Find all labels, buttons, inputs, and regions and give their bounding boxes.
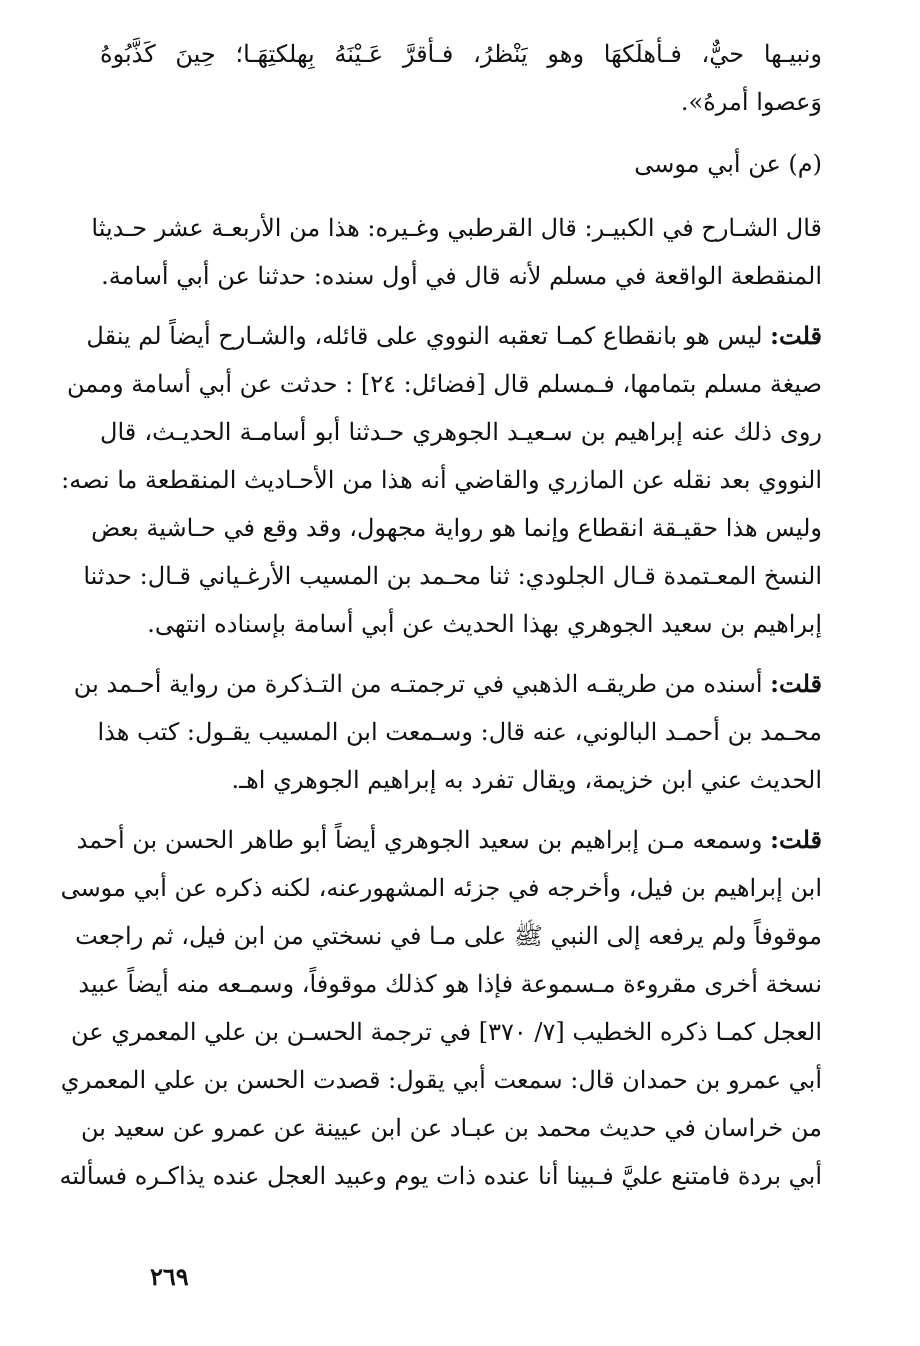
text-line: من خراسان في حديث محمد بن عبـاد عن ابن عيينة عن عمرو عن سعيد بن	[80, 1114, 822, 1142]
text-line: ابن إبراهيم بن فيل، وأخرجه في جزئه المشهورعنه، لكنه ذكره عن أبي موسى	[60, 874, 822, 902]
text-line: أبي بردة فامتنع عليَّ فـبينا أنا عنده ذات يوم وعبيد العجل عنده يذاكـره فسألته	[59, 1162, 822, 1190]
text-line: صيغة مسلم بتمامها، فـمسلم قال [فضائل: ٢٤] : حدثت عن أبي أسامة وممن	[67, 370, 822, 398]
text-line: روى ذلك عنه إبراهيم بن سـعيـد الجوهري حـدثنا أبو أسامـة الحديـث، قال	[100, 418, 822, 446]
text-line: وليس هذا حقيـقة انقطاع وإنما هو رواية مجهول، وقد وقع في حـاشية بعض	[91, 514, 822, 542]
text-line: العجل كمـا ذكره الخطيب [٧/ ٣٧٠] في ترجمة الحسـن بن علي المعمري عن	[70, 1018, 822, 1046]
qult-label: قلت:	[770, 669, 822, 698]
qult-label: قلت:	[770, 321, 822, 350]
text-line: ونبيـها حيٌّ، فـأهلَكهَا وهو يَنْظرُ، فـأقرَّ عَـيْنَهُ بِهلكتِهَـا؛ حِينَ كَذَّبُوهُ	[100, 40, 822, 68]
page-number: ٢٦٩	[150, 1262, 189, 1291]
line-text: أسنده من طريقـه الذهبي في ترجمتـه من التـذكرة من رواية أحـمد بن	[73, 670, 771, 698]
source-attribution	[100, 140, 822, 188]
top-paragraph	[100, 30, 822, 126]
line-text: وسمعه مـن إبراهيم بن سعيد الجوهري أيضاً أبو طاهر الحسن بن أحمد	[76, 826, 771, 854]
text-line: إبراهيم بن سعيد الجوهري بهذا الحديث عن أبي أسامة بإسناده انتهى.	[147, 610, 822, 638]
page-body	[59, 30, 822, 1212]
text-line: الحديث عني ابن خزيمة، ويقال تفرد به إبراهيم الجوهري اهـ.	[231, 766, 822, 794]
text-line: النووي بعد نقله عن المازري والقاضي أنه هذا من الأحـاديث المنقطعة ما نصه:	[61, 466, 822, 494]
text-line: محـمد بن أحمـد البالوني، عنه قال: وسـمعت ابن المسيب يقـول: كتب هذا	[97, 718, 822, 746]
text-line: قال الشـارح في الكبيـر: قال القرطبي وغـيره: هذا من الأربعـة عشر حـديثا	[91, 214, 822, 242]
paragraph-qult-2	[73, 660, 822, 804]
text-line: النسخ المعـتمدة قـال الجلودي: ثنا محـمد بن المسيب الأرغـياني قـال: حدثنا	[83, 562, 822, 590]
text-line: المنقطعة الواقعة في مسلم لأنه قال في أول سنده: حدثنا عن أبي أسامة.	[101, 262, 822, 290]
qult-label: قلت:	[770, 825, 822, 854]
source-text: (م) عن أبي موسى	[634, 150, 822, 178]
text-line	[73, 660, 822, 708]
text-line: وَعصوا أمرهُ».	[680, 88, 822, 116]
text-line	[86, 312, 822, 360]
text-line: موقوفاً ولم يرفعه إلى النبي ﷺ على مـا في نسختي من ابن فيل، ثم راجعت	[75, 922, 822, 950]
paragraph-qult-1	[61, 312, 822, 648]
paragraph-sharh	[91, 204, 822, 300]
text-line	[76, 816, 822, 864]
paragraph-qult-3	[59, 816, 822, 1200]
line-text: ليس هو بانقطاع كمـا تعقبه النووي على قائله، والشـارح أيضاً لم ينقل	[86, 322, 771, 350]
text-line: أبي عمرو بن حمدان قال: سمعت أبي يقول: قصدت الحسن بن علي المعمري	[60, 1066, 822, 1094]
text-line: نسخة أخرى مقروءة مـسموعة فإذا هو كذلك موقوفاً، وسمـعه منه أيضاً عبيد	[78, 970, 822, 998]
